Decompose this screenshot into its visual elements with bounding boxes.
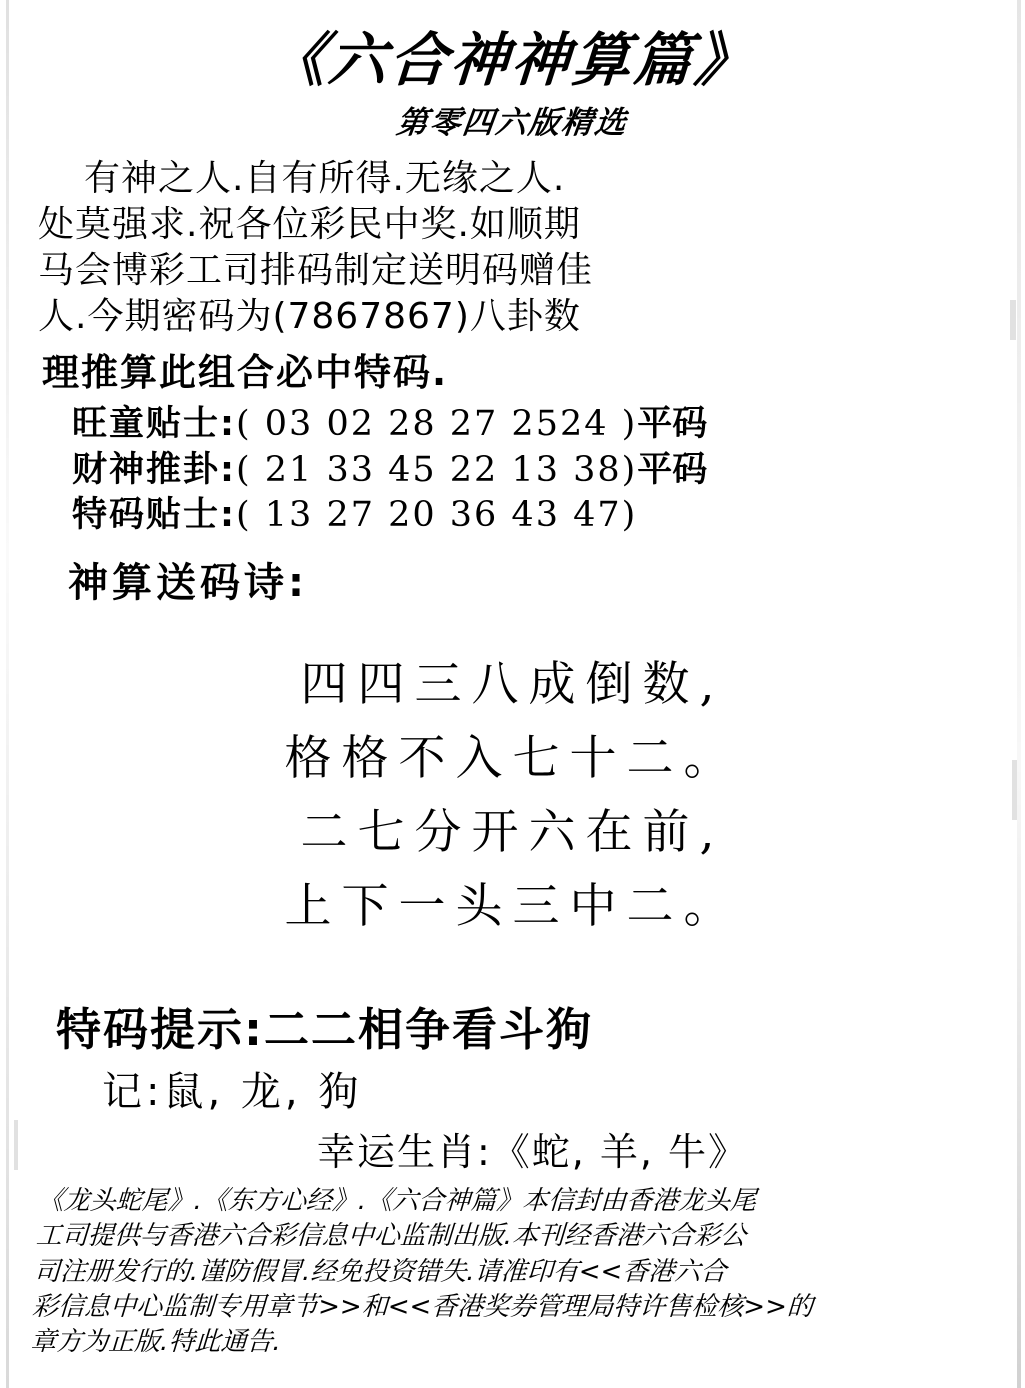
scan-edge-right (1017, 0, 1021, 1388)
intro-line: 马会博彩工司排码制定送明码赠佳 (38, 250, 594, 292)
tip-label: 旺童贴士: (72, 404, 236, 445)
footer-disclaimer (23, 1184, 1001, 1361)
footer-line: 章方为正版.特此通告. (29, 1327, 282, 1358)
tip-row (72, 448, 997, 494)
footer-line: 彩信息中心监制专用章节>>和<<香港奖券管理局特许售检核>>的 (31, 1291, 814, 1322)
zodiac-note: 记:鼠, 龙, 狗 (102, 1068, 363, 1115)
footer-line: 工司提供与香港六合彩信息中心监制出版.本刊经香港六合彩公 (35, 1221, 747, 1252)
tip-numbers: ( 13 27 20 36 43 47) (236, 495, 638, 536)
tip-numbers: ( 03 02 28 27 2524 ) (236, 404, 638, 445)
tip-suffix: 平码 (637, 449, 708, 490)
intro-line: 处莫强求.祝各位彩民中奖.如顺期 (38, 203, 581, 245)
intro-paragraph (28, 156, 997, 340)
intro-line: 人.今期密码为(7867867)八卦数 (38, 296, 581, 338)
page-title: 《六合神神算篇》 (265, 26, 758, 94)
poem-line: 格格不入七十二。 (284, 730, 741, 786)
footer-line: 司注册发行的.谨防假冒.经免投资错失.请准印有<<香港六合 (33, 1256, 728, 1287)
special-code-hint: 特码提示:二二相争看斗狗 (56, 1002, 593, 1056)
poem-line: 二七分开六在前, (300, 805, 725, 861)
intro-line: 有神之人.自有所得.无缘之人. (84, 157, 566, 199)
scan-edge-left (6, 0, 9, 1388)
tip-row (72, 402, 997, 448)
emphasis-line: 理推算此组合必中特码. (42, 351, 449, 395)
scan-speckle (1010, 300, 1016, 340)
tip-row (72, 493, 997, 539)
poem-line: 上下一头三中二。 (284, 879, 741, 935)
footer-line: 《龙头蛇尾》.《东方心经》.《六合神篇》本信封由香港龙头尾 (36, 1185, 758, 1216)
tip-numbers: ( 21 33 45 22 13 38) (236, 449, 638, 490)
scan-speckle (1012, 760, 1017, 820)
tip-suffix: 平码 (637, 404, 708, 445)
tip-label: 特码贴士: (72, 495, 236, 536)
poem-block (28, 648, 997, 945)
tip-label: 财神推卦: (72, 449, 236, 490)
tips-list (28, 402, 997, 539)
page-subtitle: 第零四六版精选 (394, 104, 630, 141)
poem-line: 四四三八成倒数, (300, 656, 725, 712)
poem-heading: 神算送码诗: (68, 559, 308, 606)
scan-speckle (14, 1120, 18, 1170)
lucky-zodiac: 幸运生肖:《蛇, 羊, 牛》 (316, 1129, 749, 1174)
